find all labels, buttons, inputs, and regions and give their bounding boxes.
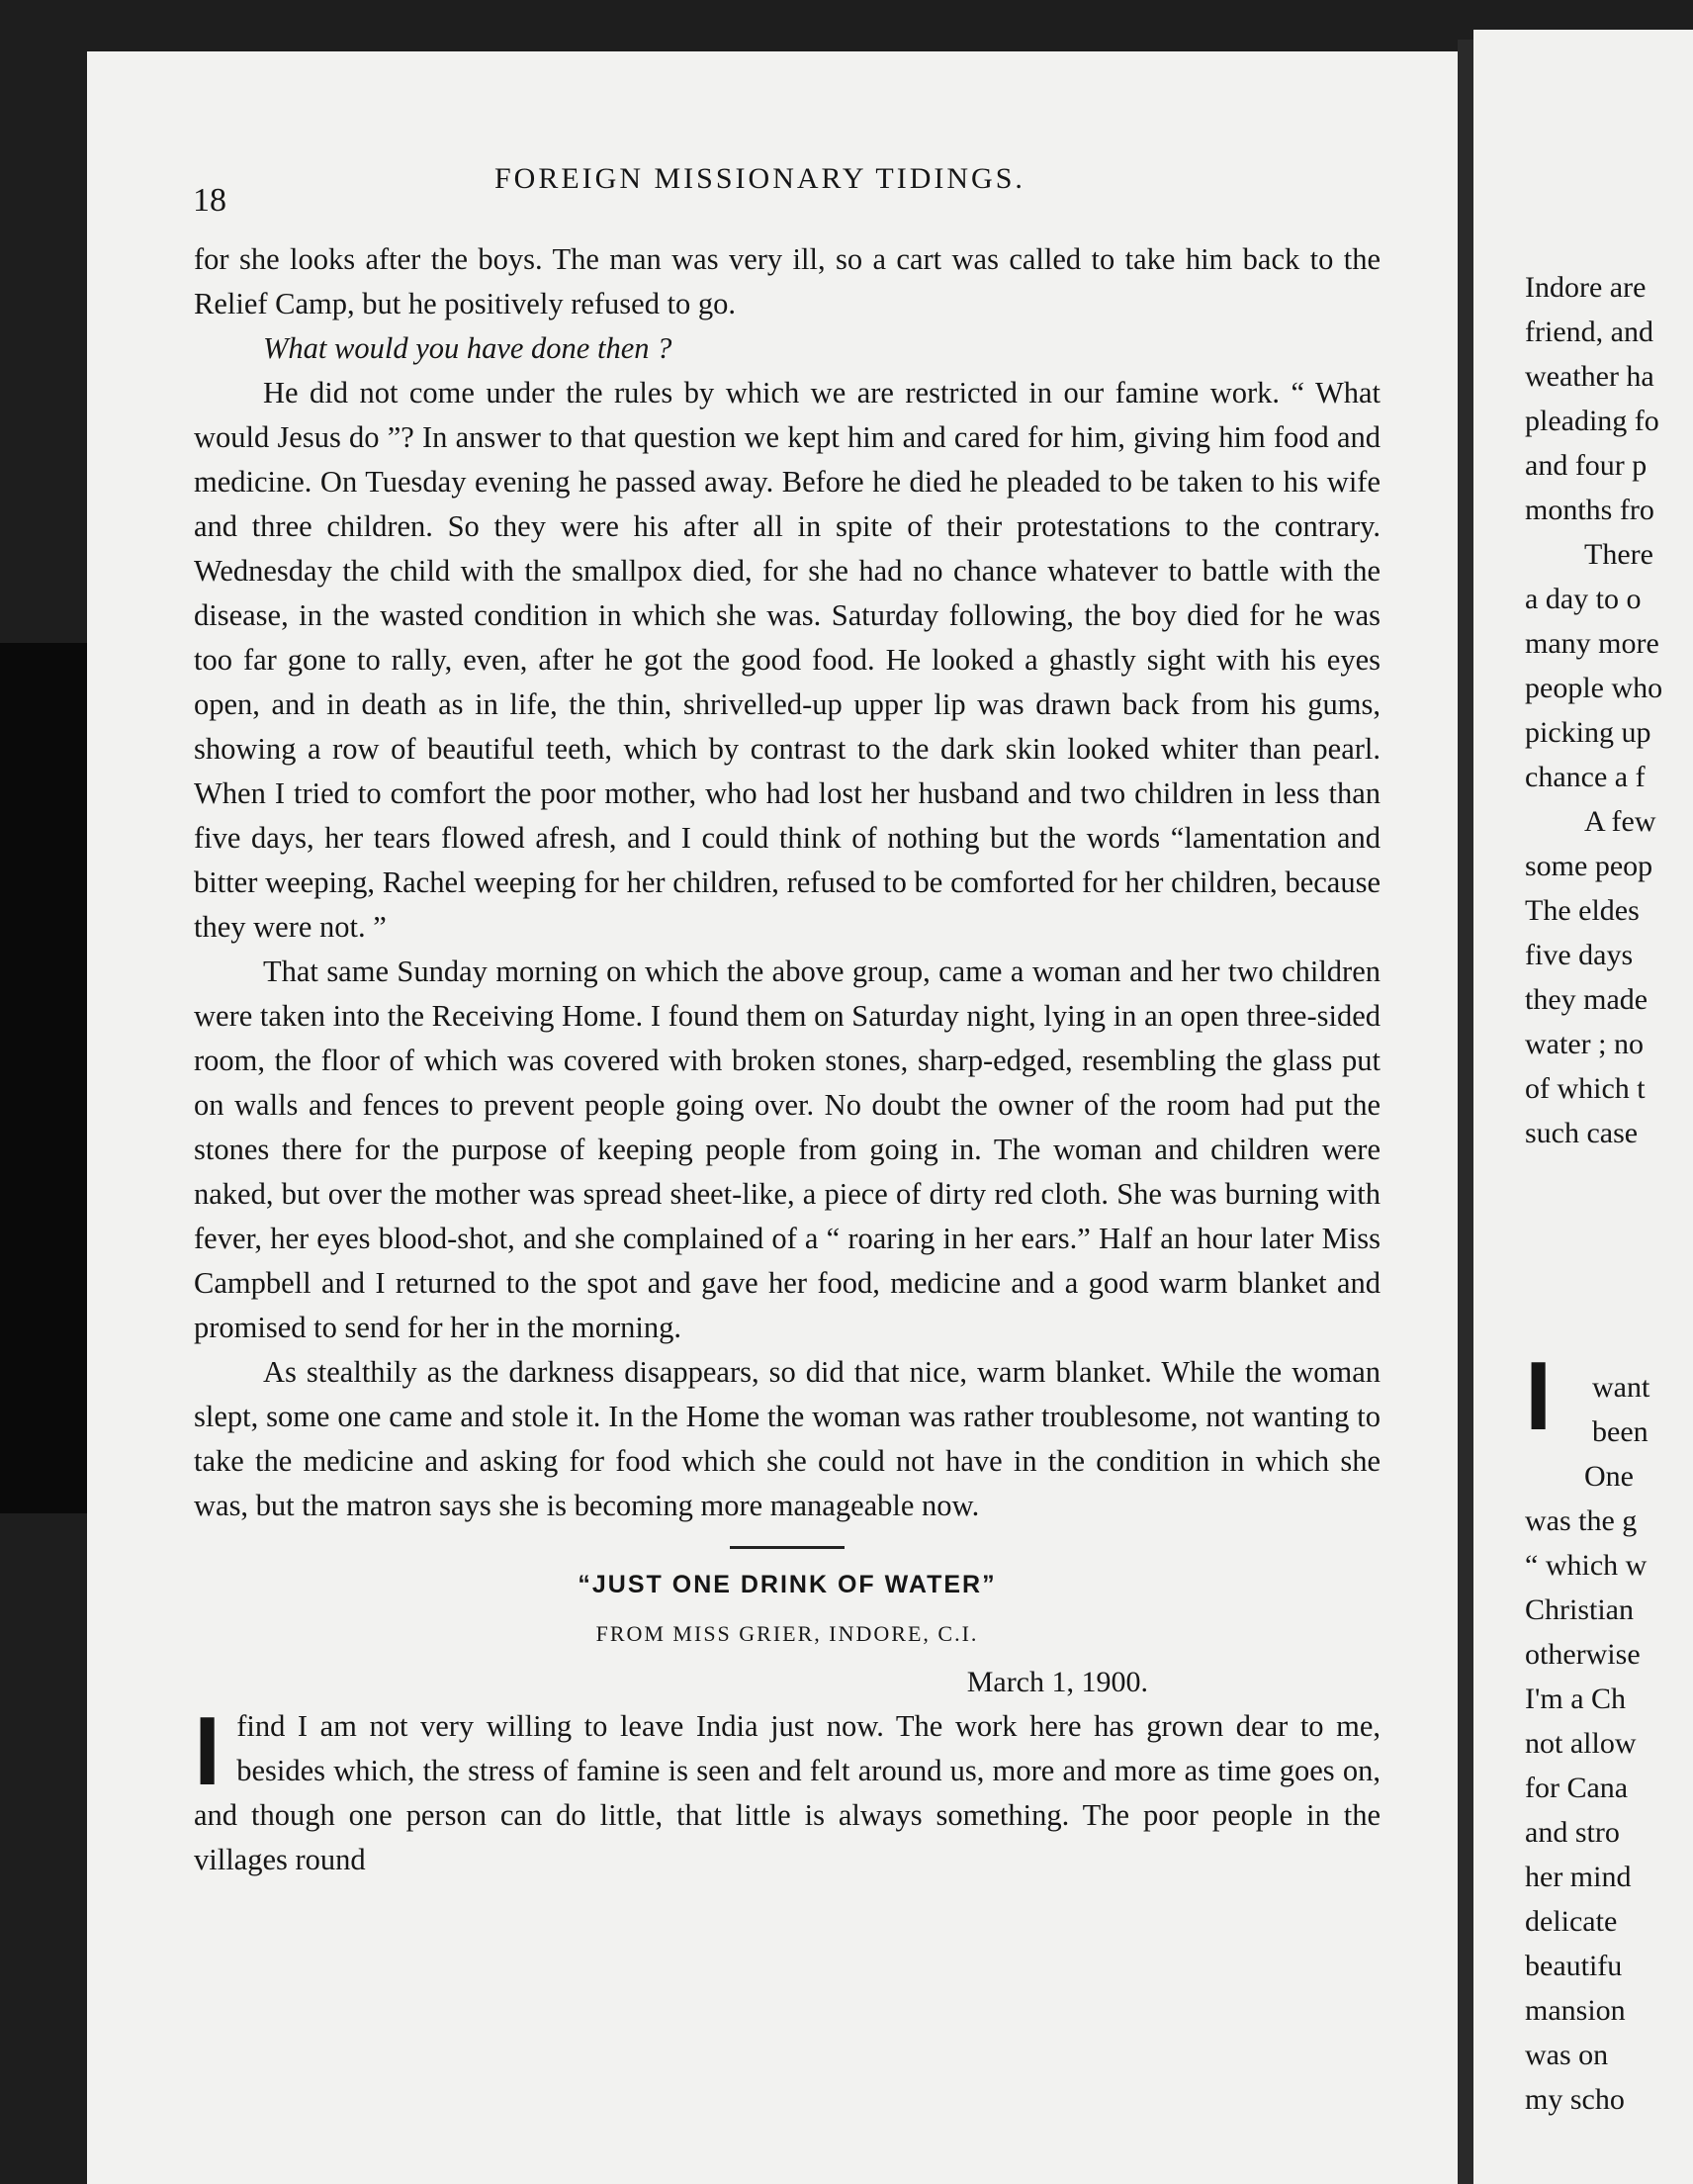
section-divider xyxy=(730,1546,845,1549)
right-line: friend, and xyxy=(1525,316,1653,348)
article-date: March 1, 1900. xyxy=(966,1666,1148,1698)
page-number: 18 xyxy=(193,182,226,219)
right-line: my scho xyxy=(1525,2083,1625,2116)
drop-cap: I xyxy=(194,1696,222,1805)
paragraph: As stealthily as the darkness disappears, so did that nice, warm blanket. While the woman slept, some one came and stole it. In the Home the woman was rather troublesome, not wanting to take the medicine and asking for food which she could not have in the condition in which she was, but the matron says she is becoming more manageable now. xyxy=(194,1355,1381,1522)
right-line: Indore are xyxy=(1525,271,1647,304)
paragraph: That same Sunday morning on which the above group, came a woman and her two children were taken into the Receiving Home. I found them on Saturday night, lying in an open three-sided room, the floor of which was covered with broken stones, sharp-edged, resembling the glass put on walls and fences to prevent people going over. No doubt the owner of the room had put the stones there for the purpose of keeping people from going in. The woman and children were naked, but over the mother was spread sheet-like, a piece of dirty red cloth. She was burning with fever, her eyes blood-shot, and she complained of a “ roaring in her ears.” Half an hour later Miss Campbell and I returned to the spot and gave her food, medicine and a good warm blanket and promised to send for her in the morning. xyxy=(194,955,1381,1344)
question-line: What would you have done then ? xyxy=(263,331,672,365)
right-page-text-bottom xyxy=(1525,1365,1693,2122)
right-line: her mind xyxy=(1525,1861,1632,1893)
right-line: water ; no xyxy=(1525,1028,1644,1060)
right-line: There xyxy=(1584,538,1653,571)
scan-shadow xyxy=(0,643,87,1513)
right-line: picking up xyxy=(1525,716,1651,749)
right-line: was on xyxy=(1525,2039,1609,2071)
right-line: pleading fo xyxy=(1525,405,1659,437)
right-line: many more xyxy=(1525,627,1659,660)
running-head: FOREIGN MISSIONARY TIDINGS. xyxy=(494,162,1025,195)
article-first-paragraph xyxy=(194,1696,1381,1882)
right-line: weather ha xyxy=(1525,360,1654,393)
right-line: “ which w xyxy=(1525,1549,1648,1582)
right-line: for Cana xyxy=(1525,1772,1629,1804)
right-line: they made xyxy=(1525,983,1648,1016)
right-drop-cap: I xyxy=(1525,1341,1553,1450)
right-line: been xyxy=(1592,1415,1648,1448)
right-line: beautifu xyxy=(1525,1950,1623,1982)
right-line: months fro xyxy=(1525,494,1654,526)
article-title: “JUST ONE DRINK OF WATER” xyxy=(578,1571,997,1598)
paragraph: He did not come under the rules by which we are restricted in our famine work. “ What would Jesus do ”? In answer to that question we kept him and cared for him, giving him food and medicine. On Tuesday evening he passed away. Before he died he pleaded to be taken to his wife and three children. So they were his after all in spite of their protestations to the contrary. Wednesday the child with the smallpox died, for she had no chance whatever to battle with the disease, in the wasted condition in which she was. Saturday following, the boy died for he was too far gone to rally, even, after he got the good food. He looked a ghastly sight with his eyes open, and in death as in life, the thin, shrivelled-up upper lip was drawn back from his gums, showing a row of beautiful teeth, which by contrast to the dark skin looked whiter than pearl. When I tried to comfort the poor mother, who had lost her husband and two children in less than five days, her tears flowed afresh, and I could think of nothing but the words “lamentation and bitter weeping, Rachel weeping for her children, refused to be comforted for her children, because they were not. ” xyxy=(194,376,1381,944)
right-line: and stro xyxy=(1525,1816,1620,1849)
right-line: chance a f xyxy=(1525,761,1646,793)
article-byline: FROM MISS GRIER, INDORE, C.I. xyxy=(595,1621,979,1646)
right-line: was the g xyxy=(1525,1504,1638,1537)
right-line: One xyxy=(1584,1460,1634,1493)
right-line: otherwise xyxy=(1525,1638,1641,1671)
right-line: want xyxy=(1592,1371,1650,1404)
right-line: and four p xyxy=(1525,449,1648,482)
right-line: people who xyxy=(1525,672,1663,704)
right-line: of which t xyxy=(1525,1072,1646,1105)
paragraph: for she looks after the boys. The man was very ill, so a cart was called to take him back to the Relief Camp, but he positively refused to go. xyxy=(194,242,1381,320)
right-line: mansion xyxy=(1525,1994,1626,2027)
right-line: delicate xyxy=(1525,1905,1618,1938)
right-line: I'm a Ch xyxy=(1525,1683,1627,1715)
right-line: A few xyxy=(1584,805,1656,838)
right-line: Christian xyxy=(1525,1593,1634,1626)
right-line: five days xyxy=(1525,939,1634,971)
article-body xyxy=(194,237,1381,1882)
right-line: not allow xyxy=(1525,1727,1637,1760)
right-line: The eldes xyxy=(1525,894,1640,927)
right-page-text-top xyxy=(1525,265,1693,1155)
right-line: such case xyxy=(1525,1117,1639,1149)
right-line: some peop xyxy=(1525,850,1653,882)
paragraph-text: find I am not very willing to leave India just now. The work here has grown dear to me, besides which, the stress of famine is seen and felt around us, more and more as time goes on, and though one person can do little, that little is always something. The poor people in the villages round xyxy=(194,1709,1381,1876)
right-page xyxy=(1473,30,1693,2184)
right-line: a day to o xyxy=(1525,583,1642,615)
